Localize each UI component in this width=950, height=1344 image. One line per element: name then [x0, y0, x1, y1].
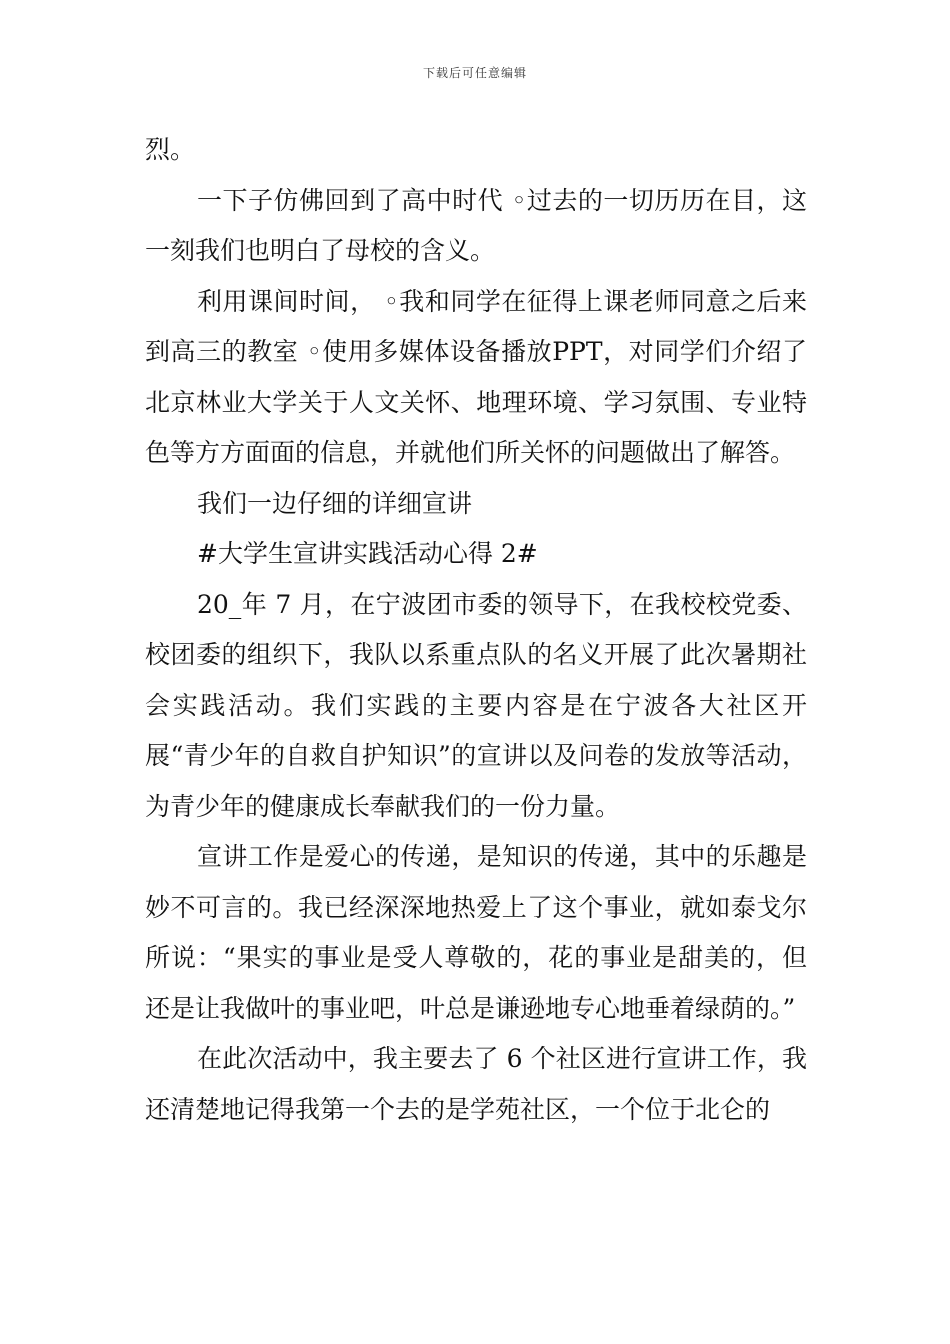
paragraph: 烈。 [145, 135, 196, 164]
document-body [145, 125, 807, 1135]
paragraph: 宣讲工作是爱心的传递，是知识的传递，其中的乐趣是妙不可言的。我已经深深地热爱上了这个事业，就如泰戈尔所说：“果实的事业是受人尊敬的，花的事业是甜美的，但还是让我做叶的事业吧，叶总是谦逊地专心地垂着绿荫的。” [145, 842, 807, 1023]
paragraph: 20_年 7 月，在宁波团市委的领导下，在我校校党委、校团委的组织下，我队以系重点队的名义开展了此次暑期社会实践活动。我们实践的主要内容是在宁波各大社区开展“青少年的自救自护知识”的宣讲以及问卷的发放等活动，为青少年的健康成长奉献我们的一份力量。 [145, 589, 807, 821]
paragraph: 我们一边仔细的详细宣讲 [197, 488, 473, 518]
paragraph: 利用课间时间， ◦我和同学在征得上课老师同意之后来到高三的教室 ◦使用多媒体设备播放PPT，对同学们介绍了北京林业大学关于人文关怀、地理环境、学习氛围、专业特色等方方面面的信息，并就他们所关怀的问题做出了解答。 [145, 286, 807, 467]
section-heading: #大学生宣讲实践活动心得 2# [197, 539, 538, 568]
page-header: 下载后可任意编辑 [422, 66, 527, 80]
paragraph: 在此次活动中，我主要去了 6 个社区进行宣讲工作，我还清楚地记得我第一个去的是学苑社区，一个位于北仑的 [145, 1044, 807, 1124]
paragraph: 一下子仿佛回到了高中时代 ◦过去的一切历历在目，这一刻我们也明白了母校的含义。 [145, 185, 807, 265]
